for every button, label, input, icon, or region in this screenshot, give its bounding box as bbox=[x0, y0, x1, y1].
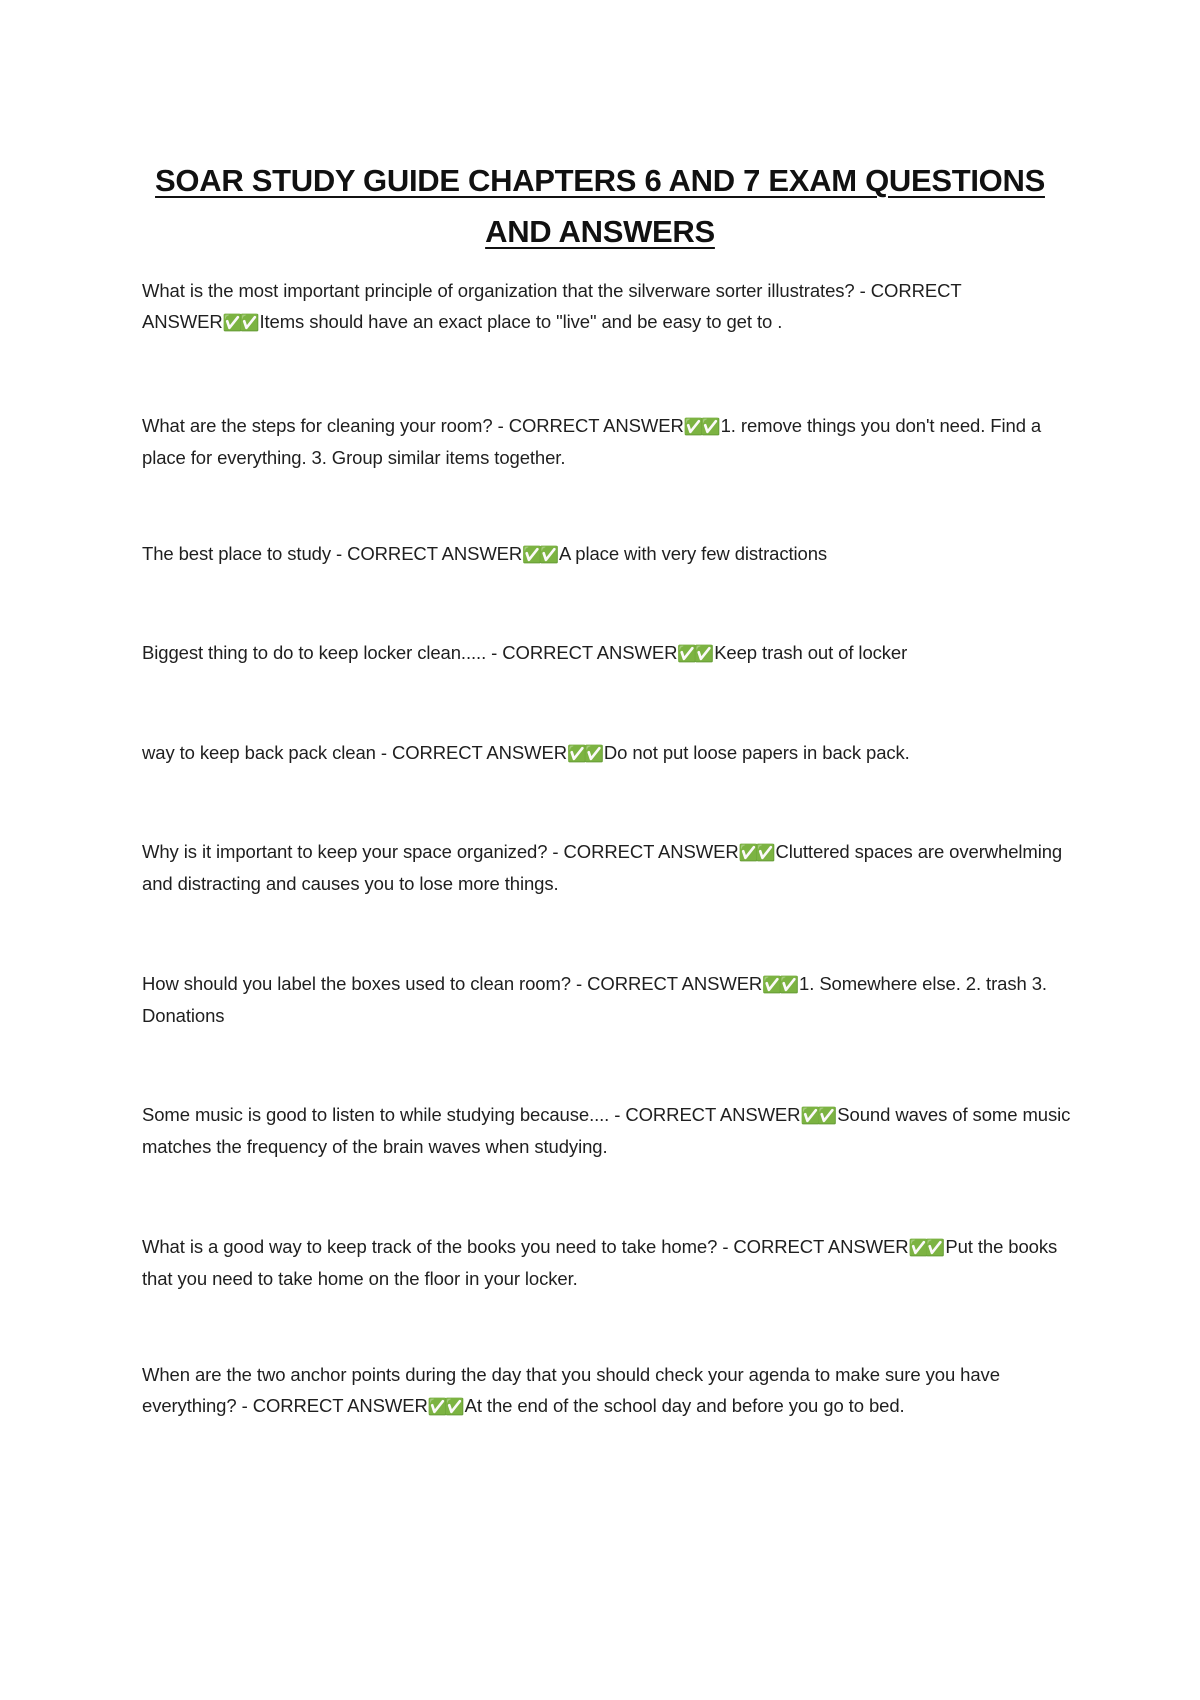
check-icon: ✅✅ bbox=[762, 975, 797, 994]
answer-label: CORRECT ANSWER bbox=[142, 280, 962, 332]
answer-label: CORRECT ANSWER bbox=[502, 642, 678, 663]
answer-label: CORRECT ANSWER bbox=[733, 1236, 909, 1257]
answer-text: 1. remove things you don't need. Find a place for everything. 3. Group similar items together. bbox=[142, 415, 1042, 468]
question-text: Why is it important to keep your space organized? - bbox=[142, 841, 564, 862]
answer-label: CORRECT ANSWER bbox=[587, 973, 763, 994]
check-icon: ✅✅ bbox=[222, 313, 257, 332]
answer-label: CORRECT ANSWER bbox=[508, 415, 684, 436]
question-text: What are the steps for cleaning your room? - bbox=[142, 415, 509, 436]
qa-item bbox=[142, 637, 1077, 669]
qa-item bbox=[142, 538, 1077, 570]
qa-item bbox=[142, 1231, 1077, 1294]
answer-text: Cluttered spaces are overwhelming and distracting and causes you to lose more things. bbox=[142, 841, 1063, 894]
qa-item bbox=[142, 836, 1077, 899]
question-text: The best place to study - bbox=[142, 543, 348, 564]
question-text: When are the two anchor points during the day that you should check your agenda to make sure you have everything? - bbox=[142, 1364, 1000, 1416]
question-text: Some music is good to listen to while studying because.... - bbox=[142, 1104, 626, 1125]
question-text: What is the most important principle of organization that the silverware sorter illustrates? - bbox=[142, 280, 871, 301]
check-icon: ✅✅ bbox=[677, 644, 712, 663]
answer-text: Keep trash out of locker bbox=[714, 642, 908, 663]
question-text: What is a good way to keep track of the books you need to take home? - bbox=[142, 1236, 734, 1257]
answer-text: 1. Somewhere else. 2. trash 3. Donations bbox=[142, 973, 1047, 1026]
answer-text: A place with very few distractions bbox=[559, 543, 828, 564]
answer-text: Put the books that you need to take home on the floor in your locker. bbox=[142, 1236, 1058, 1289]
question-text: Biggest thing to do to keep locker clean..... - bbox=[142, 642, 503, 663]
check-icon: ✅✅ bbox=[908, 1238, 943, 1257]
answer-label: CORRECT ANSWER bbox=[391, 742, 568, 763]
document-title: SOAR STUDY GUIDE CHAPTERS 6 AND 7 EXAM QUESTIONS AND ANSWERS bbox=[155, 163, 1045, 249]
qa-item bbox=[142, 1359, 1077, 1422]
qa-item bbox=[142, 275, 1077, 338]
answer-text: Items should have an exact place to "live" and be easy to get to . bbox=[259, 311, 783, 332]
check-icon: ✅✅ bbox=[800, 1106, 835, 1125]
check-icon: ✅✅ bbox=[683, 417, 718, 436]
answer-label: CORRECT ANSWER bbox=[347, 543, 523, 564]
answer-label: CORRECT ANSWER bbox=[625, 1104, 801, 1125]
answer-label: CORRECT ANSWER bbox=[252, 1395, 428, 1416]
qa-item bbox=[142, 737, 1077, 769]
check-icon: ✅✅ bbox=[738, 843, 773, 862]
qa-item bbox=[142, 1099, 1077, 1162]
question-text: way to keep back pack clean - bbox=[142, 742, 392, 763]
answer-label: CORRECT ANSWER bbox=[563, 841, 739, 862]
answer-text: At the end of the school day and before you go to bed. bbox=[464, 1395, 905, 1416]
answer-text: Sound waves of some music matches the frequency of the brain waves when studying. bbox=[142, 1104, 1071, 1157]
question-text: How should you label the boxes used to clean room? - bbox=[142, 973, 588, 994]
answer-text: Do not put loose papers in back pack. bbox=[603, 742, 910, 763]
check-icon: ✅✅ bbox=[522, 545, 557, 564]
qa-item bbox=[142, 410, 1077, 473]
check-icon: ✅✅ bbox=[567, 744, 601, 763]
check-icon: ✅✅ bbox=[427, 1397, 462, 1416]
qa-item bbox=[142, 968, 1077, 1031]
